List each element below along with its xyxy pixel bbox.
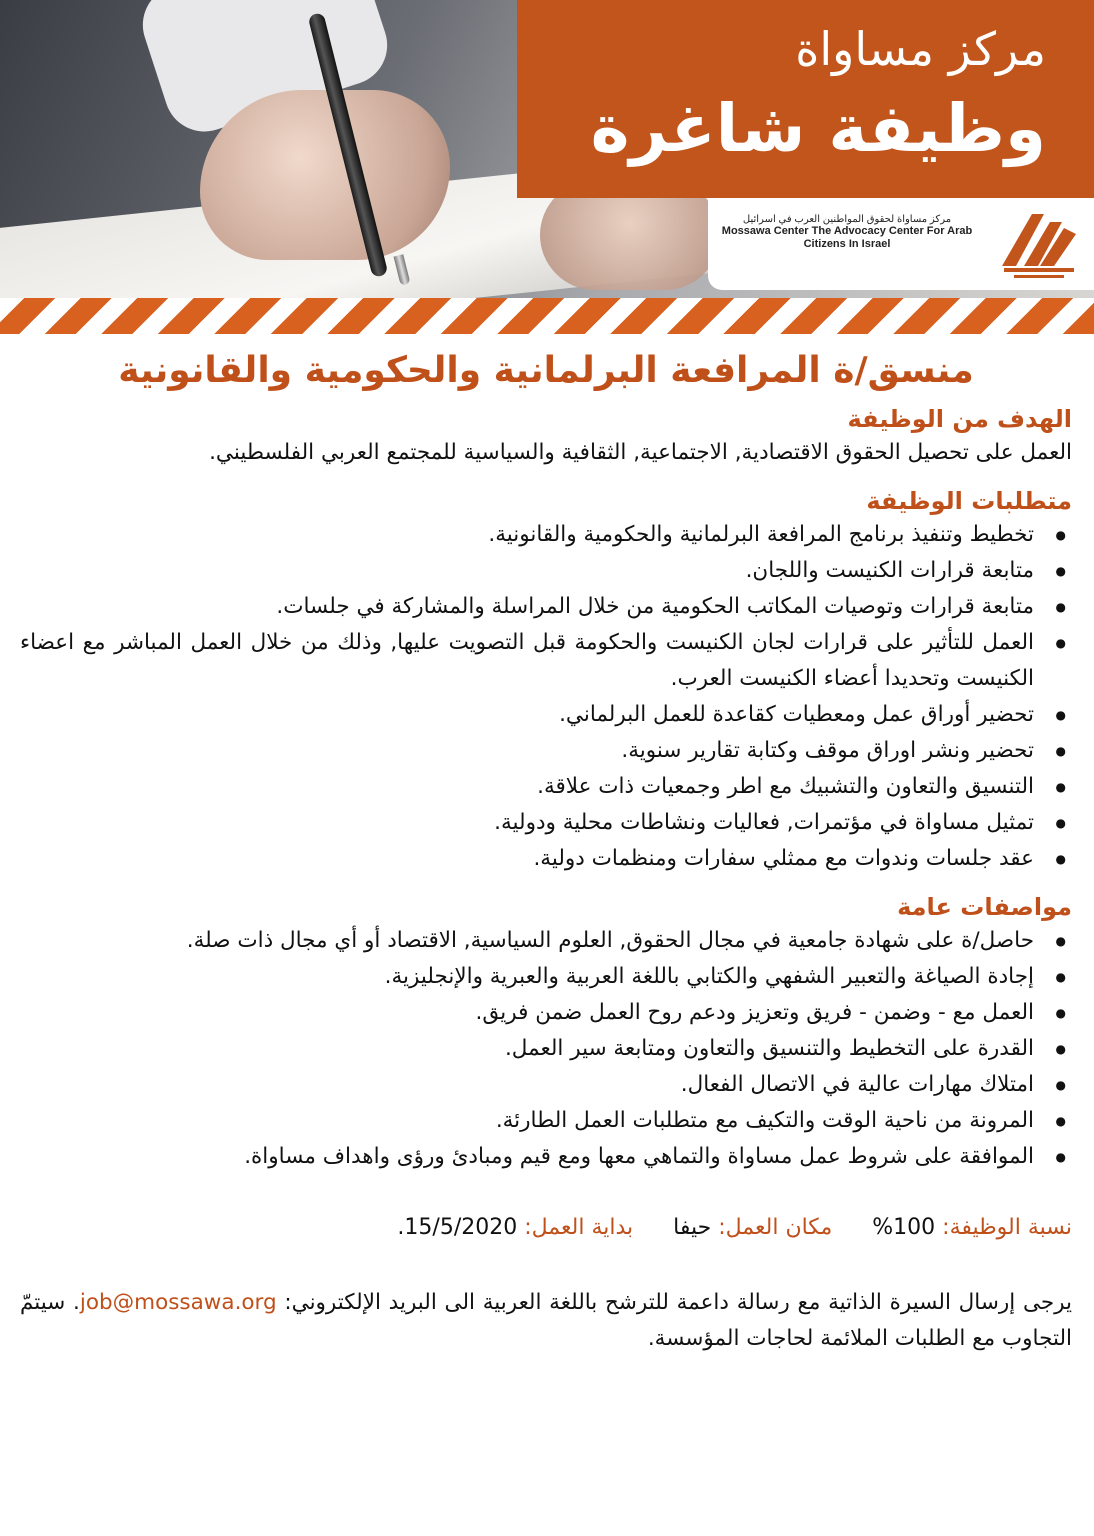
place-value: حيفا	[673, 1215, 712, 1240]
list-item: ● تخطيط وتنفيذ برنامج المرافعة البرلمانية والحكومية والقانونية.	[20, 517, 1034, 553]
list-item: ● التنسيق والتعاون والتشبيك مع اطر وجمعيات ذات علاقة.	[20, 769, 1034, 805]
list-item: ● إجادة الصياغة والتعبير الشفهي والكتابي باللغة العربية والعبرية والإنجليزية.	[20, 959, 1034, 995]
org-name: مركز مساواة	[795, 22, 1046, 76]
email-link[interactable]: job@mossawa.org	[79, 1290, 277, 1315]
list-item: ● امتلاك مهارات عالية في الاتصال الفعال.	[20, 1067, 1034, 1103]
list-item: ● العمل للتأثير على قرارات لجان الكنيست والحكومة قبل التصويت عليها, وذلك من خلال العمل المباشر مع اعضاء الكنيست وتحديدا أعضاء الكنيست العرب.	[20, 625, 1034, 697]
list-item: ● العمل مع - وضمن - فريق وتعزيز ودعم روح العمل ضمن فريق.	[20, 995, 1034, 1031]
list-item: ● القدرة على التخطيط والتنسيق والتعاون ومتابعة سير العمل.	[20, 1031, 1034, 1067]
vacancy-headline: وظيفة شاغرة	[590, 90, 1046, 167]
hazard-stripe-divider	[0, 298, 1094, 334]
start-label: بداية العمل:	[524, 1215, 634, 1240]
list-item: ● المرونة من ناحية الوقت والتكيف مع متطلبات العمل الطارئة.	[20, 1103, 1034, 1139]
job-details-line	[20, 1211, 1072, 1245]
list-item: ● الموافقة على شروط عمل مساواة والتماهي معها ومع قيم ومبادئ ورؤى واهداف مساواة.	[20, 1139, 1034, 1175]
percent-label: نسبة الوظيفة:	[942, 1215, 1072, 1240]
logo-caption-arabic: مركز مساواة لحقوق المواطنين العرب في اسرائيل	[742, 214, 952, 225]
list-item: ● حاصل/ة على شهادة جامعية في مجال الحقوق, العلوم السياسية, الاقتصاد أو أي مجال ذات صلة.	[20, 923, 1034, 959]
start-value: 15/5/2020.	[397, 1215, 518, 1240]
list-item: ● تمثيل مساواة في مؤتمرات, فعاليات ونشاطات محلية ودولية.	[20, 805, 1034, 841]
job-title: منسق/ة المرافعة البرلمانية والحكومية والقانونية	[118, 350, 974, 391]
logo-caption	[712, 214, 982, 251]
title-banner	[517, 0, 1094, 198]
apply-instructions	[20, 1285, 1072, 1357]
logo-panel	[708, 198, 1094, 290]
requirements-list	[20, 517, 1072, 877]
list-item: ● تحضير ونشر اوراق موقف وكتابة تقارير سنوية.	[20, 733, 1034, 769]
apply-note: . سيتمّ التجاوب مع الطلبات الملائمة لحاجات المؤسسة.	[20, 1290, 1072, 1351]
list-item: ● متابعة قرارات وتوصيات المكاتب الحكومية من خلال المراسلة والمشاركة في جلسات.	[20, 589, 1034, 625]
logo-caption-english: Mossawa Center The Advocacy Center For Arab Citizens In Israel	[721, 225, 973, 250]
apply-text: يرجى إرسال السيرة الذاتية مع رسالة داعمة للترشح باللغة العربية الى البريد الإلكتروني:	[284, 1290, 1072, 1315]
qualifications-list	[20, 923, 1072, 1175]
mossawa-logo-icon	[994, 206, 1080, 284]
job-posting-body	[20, 350, 1072, 1357]
goal-text: العمل على تحصيل الحقوق الاقتصادية, الاجتماعية, الثقافية والسياسية للمجتمع العربي الفلسطيني.	[209, 440, 1072, 465]
list-item: ● تحضير أوراق عمل ومعطيات كقاعدة للعمل البرلماني.	[20, 697, 1034, 733]
percent-value: 100%	[872, 1215, 936, 1240]
list-item: ● عقد جلسات وندوات مع ممثلي سفارات ومنظمات دولية.	[20, 841, 1034, 877]
goal-heading: الهدف من الوظيفة	[847, 405, 1072, 433]
writing-hand	[200, 90, 450, 260]
place-label: مكان العمل:	[718, 1215, 833, 1240]
requirements-heading: متطلبات الوظيفة	[866, 487, 1072, 515]
list-item: ● متابعة قرارات الكنيست واللجان.	[20, 553, 1034, 589]
qualifications-heading: مواصفات عامة	[897, 893, 1072, 921]
